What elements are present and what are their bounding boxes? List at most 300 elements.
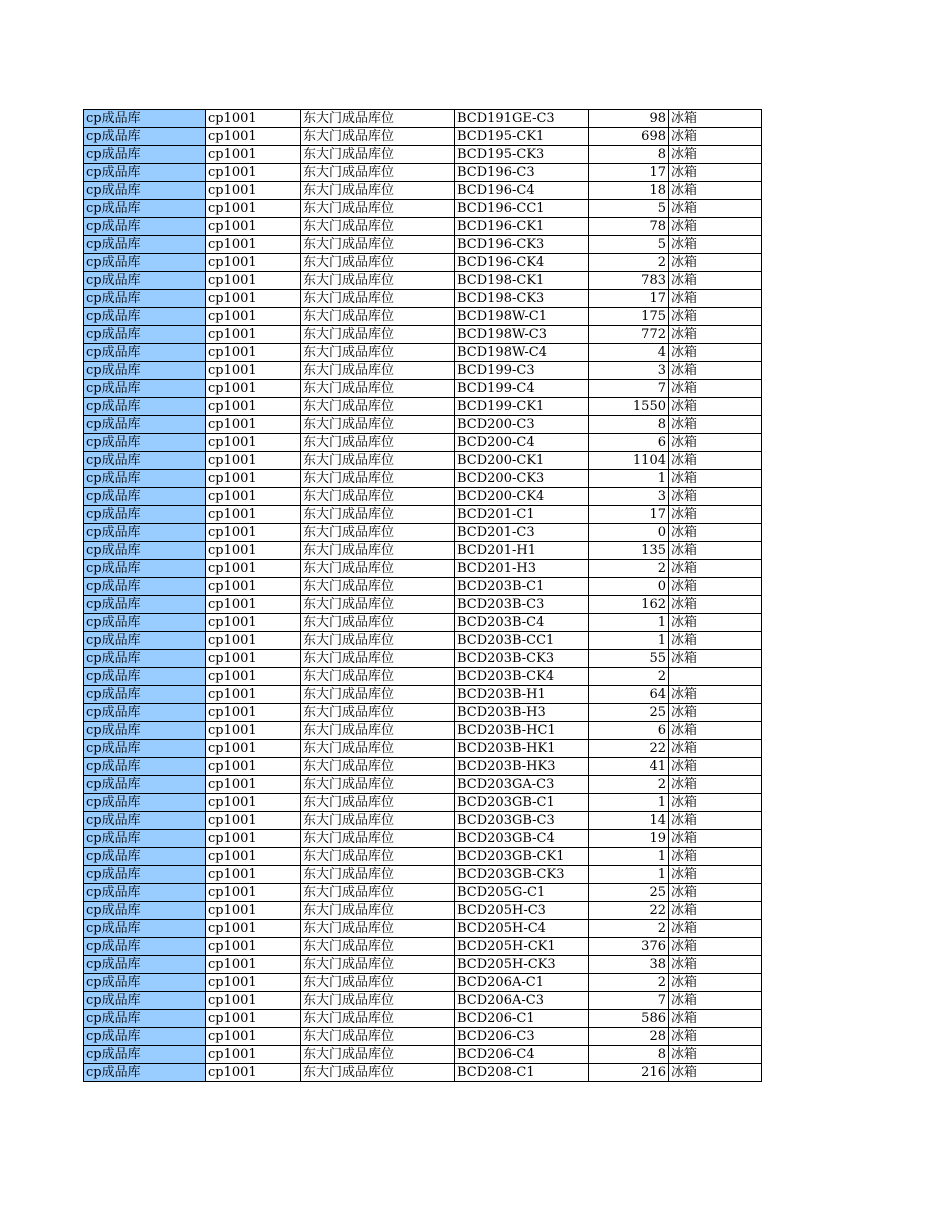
warehouse-code-cell[interactable]: cp1001 [206,344,301,362]
model-cell[interactable]: BCD196-C4 [455,182,589,200]
location-cell[interactable]: 东大门成品库位 [301,200,455,218]
warehouse-code-cell[interactable]: cp1001 [206,200,301,218]
location-cell[interactable]: 东大门成品库位 [301,704,455,722]
warehouse-code-cell[interactable]: cp1001 [206,362,301,380]
model-cell[interactable]: BCD198-CK3 [455,290,589,308]
quantity-cell[interactable]: 18 [589,182,669,200]
location-cell[interactable]: 东大门成品库位 [301,434,455,452]
location-cell[interactable]: 东大门成品库位 [301,1064,455,1082]
model-cell[interactable]: BCD196-CC1 [455,200,589,218]
warehouse-code-cell[interactable]: cp1001 [206,1064,301,1082]
model-cell[interactable]: BCD201-H3 [455,560,589,578]
category-cell[interactable]: 冰箱 [669,938,762,956]
quantity-cell[interactable]: 25 [589,704,669,722]
category-cell[interactable]: 冰箱 [669,164,762,182]
location-cell[interactable]: 东大门成品库位 [301,560,455,578]
model-cell[interactable]: BCD203GA-C3 [455,776,589,794]
warehouse-cell[interactable]: cp成品库 [84,416,206,434]
model-cell[interactable]: BCD196-CK1 [455,218,589,236]
quantity-cell[interactable]: 2 [589,668,669,686]
category-cell[interactable]: 冰箱 [669,848,762,866]
model-cell[interactable]: BCD195-CK3 [455,146,589,164]
model-cell[interactable]: BCD198W-C1 [455,308,589,326]
category-cell[interactable]: 冰箱 [669,128,762,146]
location-cell[interactable]: 东大门成品库位 [301,470,455,488]
quantity-cell[interactable]: 28 [589,1028,669,1046]
location-cell[interactable]: 东大门成品库位 [301,164,455,182]
warehouse-code-cell[interactable]: cp1001 [206,974,301,992]
model-cell[interactable]: BCD203GB-C3 [455,812,589,830]
warehouse-cell[interactable]: cp成品库 [84,200,206,218]
warehouse-cell[interactable]: cp成品库 [84,254,206,272]
warehouse-code-cell[interactable]: cp1001 [206,308,301,326]
category-cell[interactable]: 冰箱 [669,866,762,884]
model-cell[interactable]: BCD198W-C4 [455,344,589,362]
quantity-cell[interactable]: 6 [589,434,669,452]
quantity-cell[interactable]: 1 [589,470,669,488]
location-cell[interactable]: 东大门成品库位 [301,326,455,344]
model-cell[interactable]: BCD203B-C3 [455,596,589,614]
model-cell[interactable]: BCD205G-C1 [455,884,589,902]
location-cell[interactable]: 东大门成品库位 [301,902,455,920]
model-cell[interactable]: BCD206A-C1 [455,974,589,992]
category-cell[interactable]: 冰箱 [669,362,762,380]
location-cell[interactable]: 东大门成品库位 [301,722,455,740]
category-cell[interactable] [669,668,762,686]
quantity-cell[interactable]: 64 [589,686,669,704]
warehouse-cell[interactable]: cp成品库 [84,848,206,866]
warehouse-code-cell[interactable]: cp1001 [206,578,301,596]
category-cell[interactable]: 冰箱 [669,650,762,668]
category-cell[interactable]: 冰箱 [669,902,762,920]
warehouse-code-cell[interactable]: cp1001 [206,452,301,470]
location-cell[interactable]: 东大门成品库位 [301,650,455,668]
warehouse-cell[interactable]: cp成品库 [84,704,206,722]
location-cell[interactable]: 东大门成品库位 [301,776,455,794]
warehouse-cell[interactable]: cp成品库 [84,1010,206,1028]
category-cell[interactable]: 冰箱 [669,290,762,308]
model-cell[interactable]: BCD201-C3 [455,524,589,542]
model-cell[interactable]: BCD206A-C3 [455,992,589,1010]
warehouse-cell[interactable]: cp成品库 [84,326,206,344]
category-cell[interactable]: 冰箱 [669,434,762,452]
model-cell[interactable]: BCD196-CK3 [455,236,589,254]
category-cell[interactable]: 冰箱 [669,524,762,542]
warehouse-code-cell[interactable]: cp1001 [206,470,301,488]
location-cell[interactable]: 东大门成品库位 [301,236,455,254]
model-cell[interactable]: BCD203B-C1 [455,578,589,596]
category-cell[interactable]: 冰箱 [669,722,762,740]
warehouse-cell[interactable]: cp成品库 [84,560,206,578]
category-cell[interactable]: 冰箱 [669,182,762,200]
location-cell[interactable]: 东大门成品库位 [301,128,455,146]
model-cell[interactable]: BCD206-C3 [455,1028,589,1046]
warehouse-cell[interactable]: cp成品库 [84,686,206,704]
category-cell[interactable]: 冰箱 [669,542,762,560]
category-cell[interactable]: 冰箱 [669,596,762,614]
category-cell[interactable]: 冰箱 [669,488,762,506]
quantity-cell[interactable]: 2 [589,920,669,938]
warehouse-cell[interactable]: cp成品库 [84,650,206,668]
warehouse-cell[interactable]: cp成品库 [84,272,206,290]
category-cell[interactable]: 冰箱 [669,632,762,650]
location-cell[interactable]: 东大门成品库位 [301,254,455,272]
location-cell[interactable]: 东大门成品库位 [301,632,455,650]
category-cell[interactable]: 冰箱 [669,1010,762,1028]
location-cell[interactable]: 东大门成品库位 [301,686,455,704]
model-cell[interactable]: BCD203B-CC1 [455,632,589,650]
location-cell[interactable]: 东大门成品库位 [301,272,455,290]
category-cell[interactable]: 冰箱 [669,470,762,488]
warehouse-cell[interactable]: cp成品库 [84,668,206,686]
quantity-cell[interactable]: 0 [589,524,669,542]
location-cell[interactable]: 东大门成品库位 [301,416,455,434]
location-cell[interactable]: 东大门成品库位 [301,578,455,596]
warehouse-cell[interactable]: cp成品库 [84,380,206,398]
warehouse-code-cell[interactable]: cp1001 [206,416,301,434]
quantity-cell[interactable]: 78 [589,218,669,236]
category-cell[interactable]: 冰箱 [669,974,762,992]
model-cell[interactable]: BCD203B-H1 [455,686,589,704]
warehouse-cell[interactable]: cp成品库 [84,920,206,938]
model-cell[interactable]: BCD200-C3 [455,416,589,434]
quantity-cell[interactable]: 17 [589,506,669,524]
quantity-cell[interactable]: 0 [589,578,669,596]
warehouse-cell[interactable]: cp成品库 [84,974,206,992]
quantity-cell[interactable]: 41 [589,758,669,776]
location-cell[interactable]: 东大门成品库位 [301,146,455,164]
location-cell[interactable]: 东大门成品库位 [301,596,455,614]
model-cell[interactable]: BCD203B-HC1 [455,722,589,740]
quantity-cell[interactable]: 135 [589,542,669,560]
warehouse-cell[interactable]: cp成品库 [84,524,206,542]
warehouse-code-cell[interactable]: cp1001 [206,1028,301,1046]
quantity-cell[interactable]: 1104 [589,452,669,470]
category-cell[interactable]: 冰箱 [669,272,762,290]
warehouse-code-cell[interactable]: cp1001 [206,596,301,614]
warehouse-code-cell[interactable]: cp1001 [206,380,301,398]
warehouse-cell[interactable]: cp成品库 [84,182,206,200]
warehouse-code-cell[interactable]: cp1001 [206,632,301,650]
category-cell[interactable]: 冰箱 [669,200,762,218]
quantity-cell[interactable]: 3 [589,362,669,380]
quantity-cell[interactable]: 22 [589,740,669,758]
location-cell[interactable]: 东大门成品库位 [301,1046,455,1064]
location-cell[interactable]: 东大门成品库位 [301,740,455,758]
warehouse-code-cell[interactable]: cp1001 [206,146,301,164]
quantity-cell[interactable]: 17 [589,290,669,308]
location-cell[interactable]: 东大门成品库位 [301,362,455,380]
warehouse-code-cell[interactable]: cp1001 [206,686,301,704]
warehouse-cell[interactable]: cp成品库 [84,488,206,506]
warehouse-cell[interactable]: cp成品库 [84,722,206,740]
location-cell[interactable]: 东大门成品库位 [301,830,455,848]
location-cell[interactable]: 东大门成品库位 [301,812,455,830]
warehouse-code-cell[interactable]: cp1001 [206,812,301,830]
warehouse-cell[interactable]: cp成品库 [84,776,206,794]
warehouse-cell[interactable]: cp成品库 [84,164,206,182]
warehouse-code-cell[interactable]: cp1001 [206,668,301,686]
warehouse-cell[interactable]: cp成品库 [84,506,206,524]
warehouse-code-cell[interactable]: cp1001 [206,938,301,956]
quantity-cell[interactable]: 55 [589,650,669,668]
category-cell[interactable]: 冰箱 [669,452,762,470]
quantity-cell[interactable]: 98 [589,110,669,128]
category-cell[interactable]: 冰箱 [669,992,762,1010]
warehouse-code-cell[interactable]: cp1001 [206,830,301,848]
warehouse-cell[interactable]: cp成品库 [84,614,206,632]
warehouse-cell[interactable]: cp成品库 [84,902,206,920]
model-cell[interactable]: BCD200-CK4 [455,488,589,506]
model-cell[interactable]: BCD196-C3 [455,164,589,182]
location-cell[interactable]: 东大门成品库位 [301,290,455,308]
location-cell[interactable]: 东大门成品库位 [301,506,455,524]
quantity-cell[interactable]: 38 [589,956,669,974]
warehouse-cell[interactable]: cp成品库 [84,866,206,884]
warehouse-code-cell[interactable]: cp1001 [206,1046,301,1064]
model-cell[interactable]: BCD203B-C4 [455,614,589,632]
warehouse-code-cell[interactable]: cp1001 [206,524,301,542]
warehouse-cell[interactable]: cp成品库 [84,830,206,848]
location-cell[interactable]: 东大门成品库位 [301,884,455,902]
quantity-cell[interactable]: 19 [589,830,669,848]
quantity-cell[interactable]: 5 [589,236,669,254]
model-cell[interactable]: BCD198-CK1 [455,272,589,290]
category-cell[interactable]: 冰箱 [669,398,762,416]
location-cell[interactable]: 东大门成品库位 [301,182,455,200]
warehouse-code-cell[interactable]: cp1001 [206,272,301,290]
model-cell[interactable]: BCD195-CK1 [455,128,589,146]
model-cell[interactable]: BCD199-C3 [455,362,589,380]
category-cell[interactable]: 冰箱 [669,758,762,776]
location-cell[interactable]: 东大门成品库位 [301,218,455,236]
warehouse-cell[interactable]: cp成品库 [84,344,206,362]
warehouse-code-cell[interactable]: cp1001 [206,326,301,344]
location-cell[interactable]: 东大门成品库位 [301,668,455,686]
quantity-cell[interactable]: 2 [589,254,669,272]
quantity-cell[interactable]: 6 [589,722,669,740]
warehouse-cell[interactable]: cp成品库 [84,596,206,614]
warehouse-code-cell[interactable]: cp1001 [206,776,301,794]
warehouse-cell[interactable]: cp成品库 [84,290,206,308]
location-cell[interactable]: 东大门成品库位 [301,1028,455,1046]
category-cell[interactable]: 冰箱 [669,578,762,596]
warehouse-code-cell[interactable]: cp1001 [206,794,301,812]
warehouse-cell[interactable]: cp成品库 [84,578,206,596]
model-cell[interactable]: BCD191GE-C3 [455,110,589,128]
warehouse-code-cell[interactable]: cp1001 [206,290,301,308]
warehouse-cell[interactable]: cp成品库 [84,632,206,650]
warehouse-code-cell[interactable]: cp1001 [206,542,301,560]
category-cell[interactable]: 冰箱 [669,776,762,794]
category-cell[interactable]: 冰箱 [669,218,762,236]
warehouse-cell[interactable]: cp成品库 [84,812,206,830]
model-cell[interactable]: BCD196-CK4 [455,254,589,272]
warehouse-code-cell[interactable]: cp1001 [206,488,301,506]
location-cell[interactable]: 东大门成品库位 [301,866,455,884]
model-cell[interactable]: BCD203B-HK3 [455,758,589,776]
category-cell[interactable]: 冰箱 [669,614,762,632]
quantity-cell[interactable]: 1 [589,632,669,650]
quantity-cell[interactable]: 783 [589,272,669,290]
model-cell[interactable]: BCD203GB-C1 [455,794,589,812]
warehouse-code-cell[interactable]: cp1001 [206,704,301,722]
category-cell[interactable]: 冰箱 [669,794,762,812]
model-cell[interactable]: BCD206-C4 [455,1046,589,1064]
warehouse-cell[interactable]: cp成品库 [84,146,206,164]
model-cell[interactable]: BCD201-C1 [455,506,589,524]
warehouse-code-cell[interactable]: cp1001 [206,722,301,740]
category-cell[interactable]: 冰箱 [669,1046,762,1064]
location-cell[interactable]: 东大门成品库位 [301,344,455,362]
location-cell[interactable]: 东大门成品库位 [301,1010,455,1028]
model-cell[interactable]: BCD198W-C3 [455,326,589,344]
location-cell[interactable]: 东大门成品库位 [301,920,455,938]
category-cell[interactable]: 冰箱 [669,560,762,578]
model-cell[interactable]: BCD200-C4 [455,434,589,452]
quantity-cell[interactable]: 376 [589,938,669,956]
model-cell[interactable]: BCD201-H1 [455,542,589,560]
location-cell[interactable]: 东大门成品库位 [301,488,455,506]
quantity-cell[interactable]: 772 [589,326,669,344]
warehouse-cell[interactable]: cp成品库 [84,434,206,452]
category-cell[interactable]: 冰箱 [669,254,762,272]
quantity-cell[interactable]: 8 [589,146,669,164]
warehouse-code-cell[interactable]: cp1001 [206,902,301,920]
warehouse-cell[interactable]: cp成品库 [84,452,206,470]
warehouse-code-cell[interactable]: cp1001 [206,398,301,416]
warehouse-code-cell[interactable]: cp1001 [206,236,301,254]
quantity-cell[interactable]: 7 [589,380,669,398]
warehouse-cell[interactable]: cp成品库 [84,1064,206,1082]
warehouse-cell[interactable]: cp成品库 [84,884,206,902]
quantity-cell[interactable]: 175 [589,308,669,326]
location-cell[interactable]: 东大门成品库位 [301,956,455,974]
model-cell[interactable]: BCD200-CK1 [455,452,589,470]
category-cell[interactable]: 冰箱 [669,704,762,722]
location-cell[interactable]: 东大门成品库位 [301,308,455,326]
model-cell[interactable]: BCD203GB-CK3 [455,866,589,884]
warehouse-cell[interactable]: cp成品库 [84,938,206,956]
warehouse-cell[interactable]: cp成品库 [84,740,206,758]
warehouse-code-cell[interactable]: cp1001 [206,128,301,146]
quantity-cell[interactable]: 7 [589,992,669,1010]
model-cell[interactable]: BCD200-CK3 [455,470,589,488]
warehouse-cell[interactable]: cp成品库 [84,956,206,974]
warehouse-code-cell[interactable]: cp1001 [206,560,301,578]
location-cell[interactable]: 东大门成品库位 [301,974,455,992]
model-cell[interactable]: BCD205H-CK3 [455,956,589,974]
model-cell[interactable]: BCD205H-CK1 [455,938,589,956]
warehouse-cell[interactable]: cp成品库 [84,758,206,776]
quantity-cell[interactable]: 162 [589,596,669,614]
category-cell[interactable]: 冰箱 [669,344,762,362]
location-cell[interactable]: 东大门成品库位 [301,794,455,812]
quantity-cell[interactable]: 2 [589,974,669,992]
category-cell[interactable]: 冰箱 [669,884,762,902]
location-cell[interactable]: 东大门成品库位 [301,848,455,866]
warehouse-cell[interactable]: cp成品库 [84,1046,206,1064]
warehouse-cell[interactable]: cp成品库 [84,794,206,812]
location-cell[interactable]: 东大门成品库位 [301,398,455,416]
warehouse-cell[interactable]: cp成品库 [84,470,206,488]
warehouse-code-cell[interactable]: cp1001 [206,182,301,200]
warehouse-cell[interactable]: cp成品库 [84,110,206,128]
model-cell[interactable]: BCD205H-C3 [455,902,589,920]
location-cell[interactable]: 东大门成品库位 [301,110,455,128]
model-cell[interactable]: BCD203B-CK4 [455,668,589,686]
quantity-cell[interactable]: 698 [589,128,669,146]
location-cell[interactable]: 东大门成品库位 [301,758,455,776]
category-cell[interactable]: 冰箱 [669,1028,762,1046]
location-cell[interactable]: 东大门成品库位 [301,524,455,542]
warehouse-code-cell[interactable]: cp1001 [206,614,301,632]
warehouse-code-cell[interactable]: cp1001 [206,758,301,776]
warehouse-code-cell[interactable]: cp1001 [206,920,301,938]
quantity-cell[interactable]: 17 [589,164,669,182]
quantity-cell[interactable]: 14 [589,812,669,830]
quantity-cell[interactable]: 216 [589,1064,669,1082]
warehouse-code-cell[interactable]: cp1001 [206,506,301,524]
location-cell[interactable]: 东大门成品库位 [301,452,455,470]
warehouse-code-cell[interactable]: cp1001 [206,992,301,1010]
warehouse-code-cell[interactable]: cp1001 [206,218,301,236]
location-cell[interactable]: 东大门成品库位 [301,992,455,1010]
warehouse-code-cell[interactable]: cp1001 [206,848,301,866]
category-cell[interactable]: 冰箱 [669,812,762,830]
quantity-cell[interactable]: 5 [589,200,669,218]
quantity-cell[interactable]: 2 [589,776,669,794]
model-cell[interactable]: BCD199-CK1 [455,398,589,416]
model-cell[interactable]: BCD203B-CK3 [455,650,589,668]
category-cell[interactable]: 冰箱 [669,1064,762,1082]
quantity-cell[interactable]: 1550 [589,398,669,416]
model-cell[interactable]: BCD203GB-CK1 [455,848,589,866]
category-cell[interactable]: 冰箱 [669,740,762,758]
category-cell[interactable]: 冰箱 [669,326,762,344]
category-cell[interactable]: 冰箱 [669,110,762,128]
quantity-cell[interactable]: 22 [589,902,669,920]
category-cell[interactable]: 冰箱 [669,686,762,704]
category-cell[interactable]: 冰箱 [669,920,762,938]
quantity-cell[interactable]: 1 [589,866,669,884]
category-cell[interactable]: 冰箱 [669,146,762,164]
warehouse-cell[interactable]: cp成品库 [84,128,206,146]
warehouse-cell[interactable]: cp成品库 [84,218,206,236]
category-cell[interactable]: 冰箱 [669,506,762,524]
category-cell[interactable]: 冰箱 [669,308,762,326]
quantity-cell[interactable]: 25 [589,884,669,902]
location-cell[interactable]: 东大门成品库位 [301,542,455,560]
warehouse-cell[interactable]: cp成品库 [84,398,206,416]
model-cell[interactable]: BCD203GB-C4 [455,830,589,848]
model-cell[interactable]: BCD203B-HK1 [455,740,589,758]
warehouse-cell[interactable]: cp成品库 [84,236,206,254]
warehouse-cell[interactable]: cp成品库 [84,542,206,560]
warehouse-code-cell[interactable]: cp1001 [206,110,301,128]
warehouse-code-cell[interactable]: cp1001 [206,254,301,272]
location-cell[interactable]: 东大门成品库位 [301,614,455,632]
quantity-cell[interactable]: 8 [589,416,669,434]
category-cell[interactable]: 冰箱 [669,236,762,254]
category-cell[interactable]: 冰箱 [669,830,762,848]
warehouse-cell[interactable]: cp成品库 [84,1028,206,1046]
location-cell[interactable]: 东大门成品库位 [301,938,455,956]
location-cell[interactable]: 东大门成品库位 [301,380,455,398]
quantity-cell[interactable]: 8 [589,1046,669,1064]
warehouse-code-cell[interactable]: cp1001 [206,740,301,758]
warehouse-code-cell[interactable]: cp1001 [206,884,301,902]
